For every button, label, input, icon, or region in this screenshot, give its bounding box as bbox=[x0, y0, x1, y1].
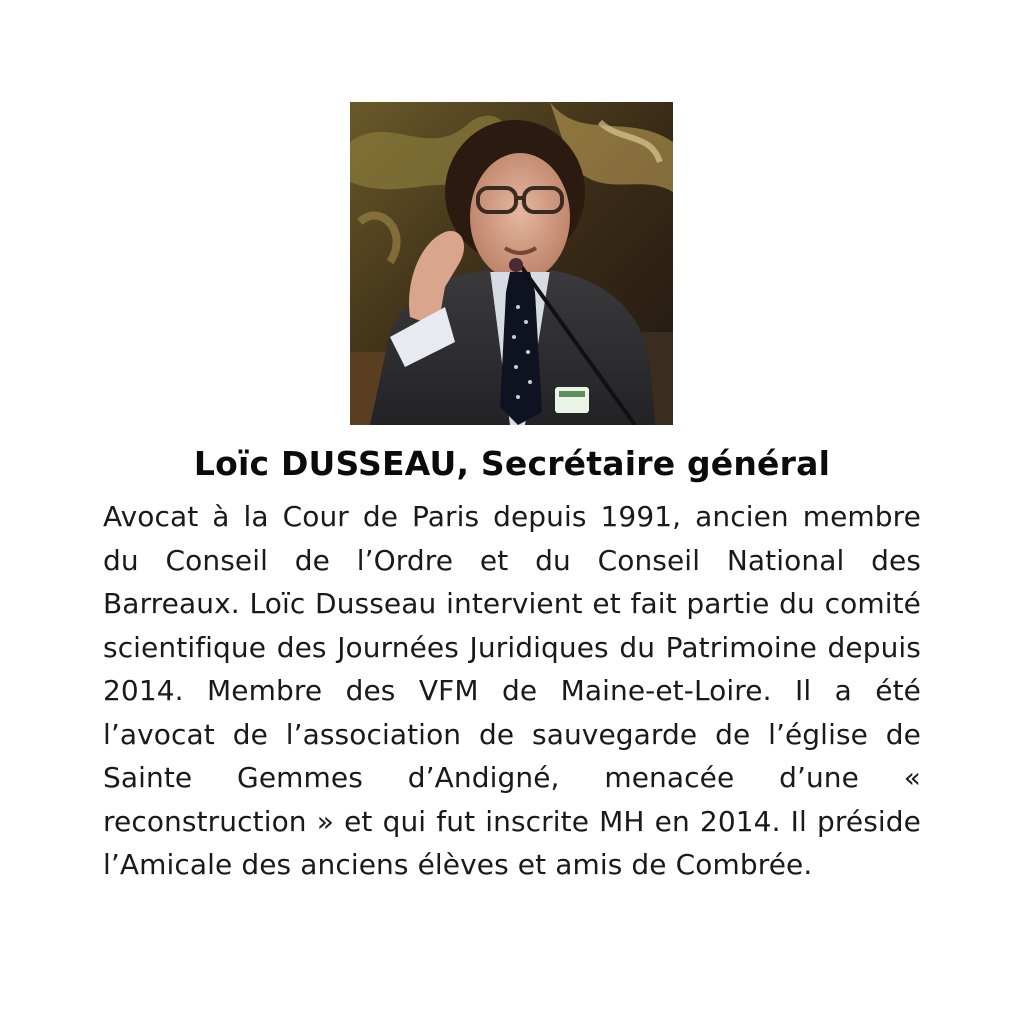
biography-text: Avocat à la Cour de Paris depuis 1991, ancien membre du Conseil de l’Ordre et du Conseil National des Barreaux. Loïc Dusseau intervient et fait partie du comité scientifique des Journées Juridiques du Patrimoine depuis 2014. Membre des VFM de Maine-et-Loire. Il a été l’avocat de l’association de sauvegarde de l’église de Sainte Gemmes d’Andigné, menacée d’une « reconstruction » et qui fut inscrite MH en 2014. Il préside l’Amicale des anciens élèves et amis de Combrée. bbox=[103, 500, 921, 881]
portrait-illustration bbox=[350, 102, 673, 425]
portrait-photo bbox=[350, 102, 673, 425]
person-name-title: Loïc DUSSEAU, Secrétaire général bbox=[193, 444, 831, 483]
